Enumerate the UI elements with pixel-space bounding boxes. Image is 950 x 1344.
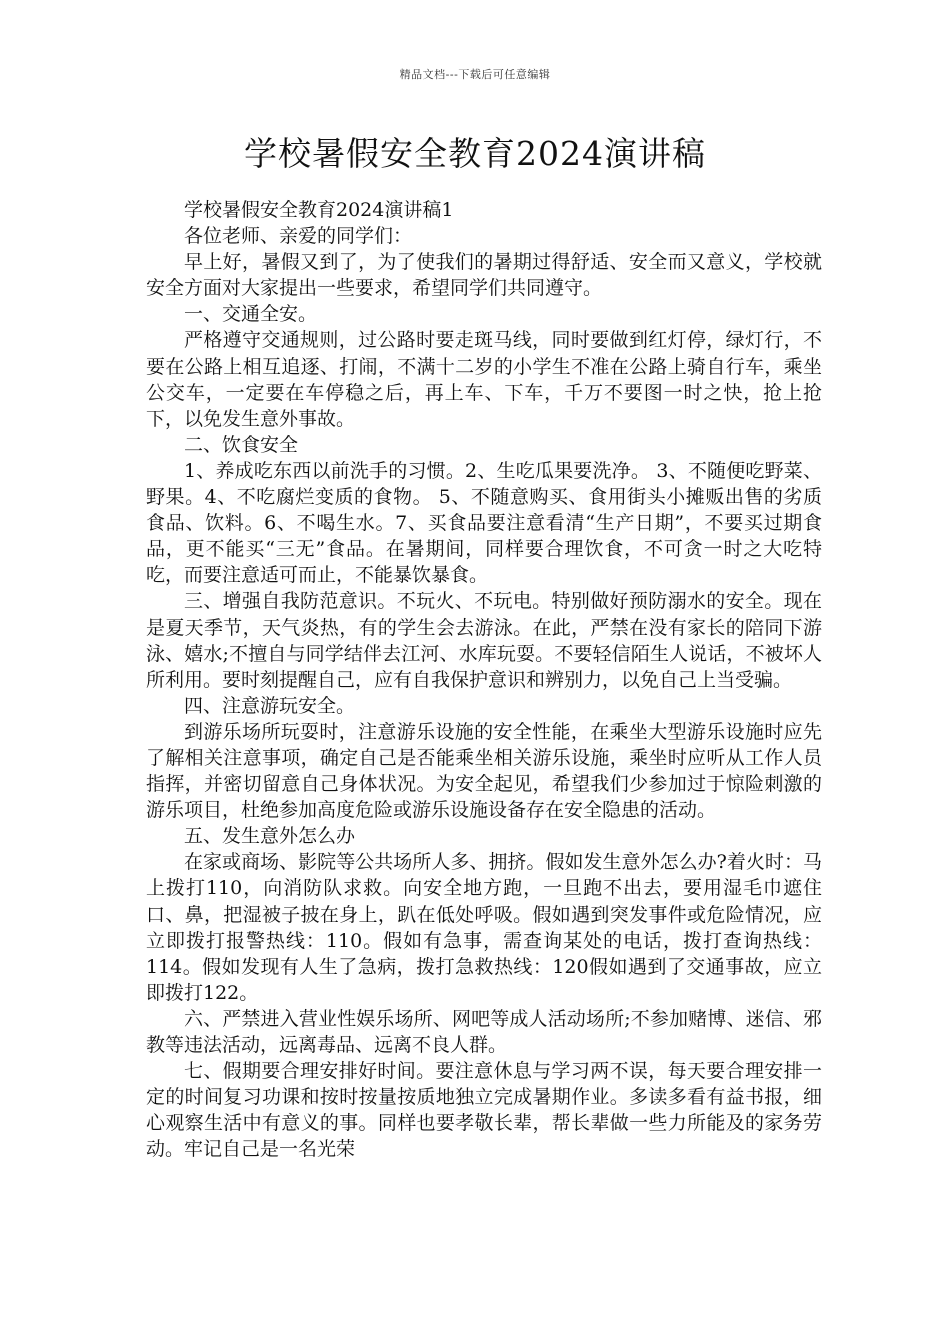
intro-paragraph: 早上好，暑假又到了，为了使我们的暑期过得舒适、安全而又意义，学校就安全方面对大家提出一些要求，希望同学们共同遵守。 — [146, 251, 822, 300]
entertainment-paragraph: 六、严禁进入营业性娱乐场所、网吧等成人活动场所;不参加赌博、迷信、邪教等违法活动，远离毒品、远离不良人群。 — [146, 1007, 822, 1056]
traffic-paragraph: 严格遵守交通规则，过公路时要走斑马线，同时要做到红灯停，绿灯行，不要在公路上相互追逐、打闹，不满十二岁的小学生不准在公路上骑自行车，乘坐公交车，一定要在车停稳之后，再上车、下车，千万不要图一时之快，抢上抢下，以免发生意外事故。 — [146, 329, 822, 430]
greeting-paragraph: 各位老师、亲爱的同学们： — [184, 225, 413, 248]
section-heading-food: 二、饮食安全 — [184, 433, 299, 456]
page-header-note: 精品文档---下载后可任意编辑 — [399, 68, 551, 81]
section-heading-play: 四、注意游玩安全。 — [184, 694, 356, 717]
time-management-paragraph: 七、假期要合理安排好时间。要注意休息与学习两不误，每天要合理安排一定的时间复习功课和按时按量按质地独立完成暑期作业。多读多看有益书报，细心观察生活中有意义的事。同样也要孝敬长辈，帮长辈做一些力所能及的家务劳动。牢记自己是一名光荣 — [146, 1060, 822, 1161]
food-paragraph: 1、养成吃东西以前洗手的习惯。2、生吃瓜果要洗净。 3、不随便吃野菜、野果。4、不吃腐烂变质的食物。 5、不随意购买、食用街头小摊贩出售的劣质食品、饮料。6、不喝生水。7、买食品要注意看清“生产日期”，不要买过期食品，更不能买“三无”食品。在暑期间，同样要合理饮食，不可贪一时之大吃特吃，而要注意适可而止，不能暴饮暴食。 — [146, 459, 822, 587]
section-heading-accident: 五、发生意外怎么办 — [184, 825, 356, 848]
play-paragraph: 到游乐场所玩耍时，注意游乐设施的安全性能，在乘坐大型游乐设施时应先了解相关注意事项，确定自己是否能乘坐相关游乐设施，乘坐时应听从工作人员指挥，并密切留意自己身体状况。为安全起见，希望我们少参加过于惊险刺激的游乐项目，杜绝参加高度危险或游乐设施设备存在安全隐患的活动。 — [146, 720, 822, 822]
document-title: 学校暑假安全教育2024演讲稿 — [244, 134, 706, 173]
document-body — [146, 197, 822, 1162]
subtitle-paragraph: 学校暑假安全教育2024演讲稿1 — [184, 199, 454, 221]
section-heading-traffic: 一、交通全安。 — [184, 303, 318, 326]
self-protection-paragraph: 三、增强自我防范意识。不玩火、不玩电。特别做好预防溺水的安全。现在是夏天季节，天气炎热，有的学生会去游泳。在此，严禁在没有家长的陪同下游泳、嬉水;不擅自与同学结伴去江河、水库玩耍。不要轻信陌生人说话，不被坏人所利用。要时刻提醒自己，应有自我保护意识和辨别力，以免自己上当受骗。 — [146, 590, 822, 691]
accident-paragraph: 在家或商场、影院等公共场所人多、拥挤。假如发生意外怎么办?着火时：马上拨打110，向消防队求救。向安全地方跑，一旦跑不出去，要用湿毛巾遮住口、鼻，把湿被子披在身上，趴在低处呼吸。假如遇到突发事件或危险情况，应立即拨打报警热线：110。假如有急事，需查询某处的电话，拨打查询热线：114。假如发现有人生了急病，拨打急救热线：120假如遇到了交通事故，应立即拨打122。 — [146, 851, 822, 1004]
